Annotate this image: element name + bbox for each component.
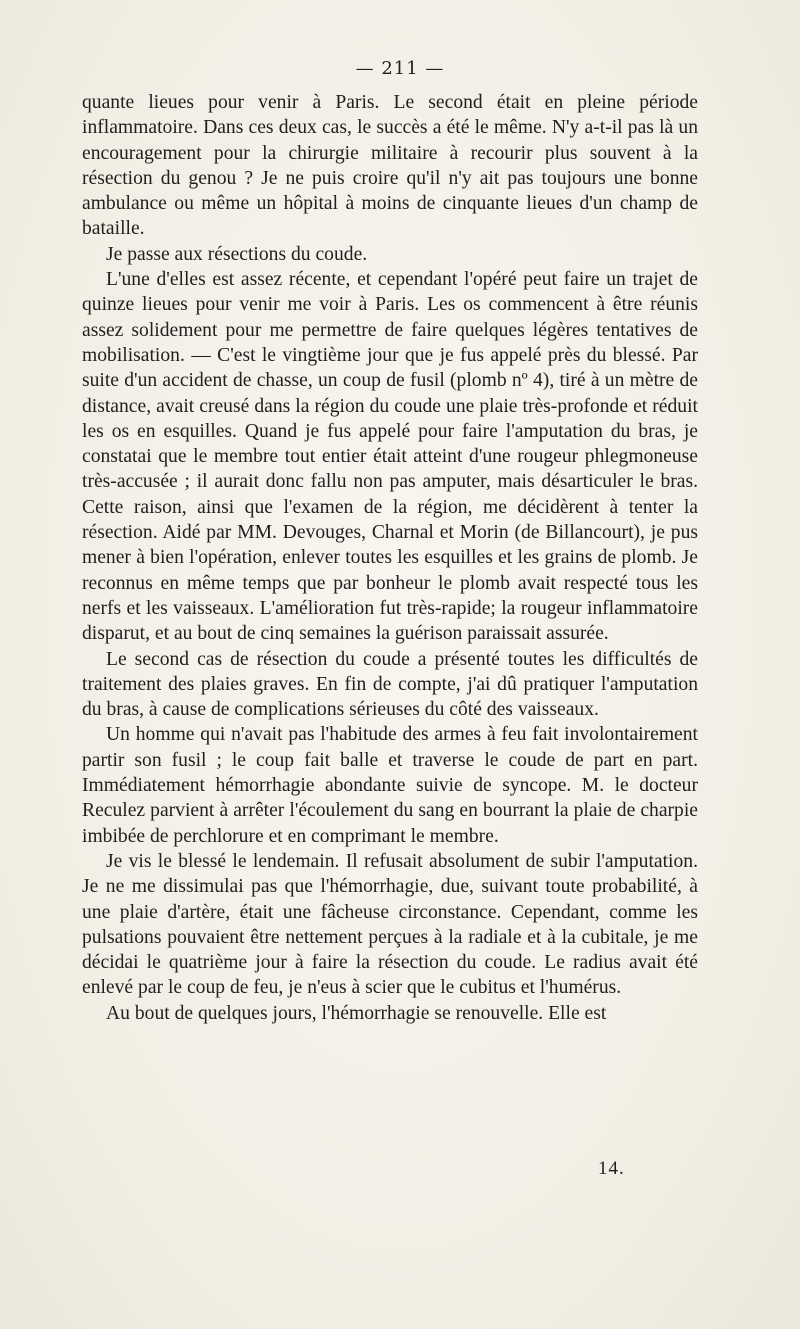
paragraph-3: L'une d'elles est assez récente, et cependant l'opéré peut faire un trajet de quinze lieues pour venir me voir à Paris. Les os commencent à être réunis assez solidement pour me permettre de faire quelques légères tentatives de mobilisation. — C'est le vingtième jour que je fus appelé près du blessé. Par suite d'un accident de chasse, un coup de fusil (plomb nº 4), tiré à un mètre de distance, avait creusé dans la région du coude une plaie très-profonde et réduit les os en esquilles. Quand je fus appelé pour faire l'amputation du bras, je constatai que le membre tout entier était atteint d'une rougeur phlegmoneuse très-accusée ; il aurait donc fallu non pas amputer, mais désarticuler le bras. Cette raison, ainsi que l'examen de la région, me décidèrent à tenter la résection. Aidé par MM. Devouges, Charnal et Morin (de Billancourt), je pus mener à bien l'opération, enlever toutes les esquilles et les grains de plomb. Je reconnus en même temps que par bonheur le plomb avait respecté tous les nerfs et les vaisseaux. L'amélioration fut très-rapide; la rougeur inflammatoire disparut, et au bout de cinq semaines la guérison paraissait assurée.	[82, 269, 698, 645]
body-text	[82, 90, 698, 1026]
paragraph-2: Je passe aux résections du coude.	[106, 243, 368, 265]
paragraph-7: Au bout de quelques jours, l'hémorrhagie se renouvelle. Elle est	[106, 1002, 607, 1024]
signature-mark: 14.	[598, 1158, 625, 1179]
paragraph-4: Le second cas de résection du coude a présenté toutes les difficultés de traitement des plaies graves. En fin de compte, j'ai dû pratiquer l'amputation du bras, à cause de complications sérieuses du côté des vaisseaux.	[82, 648, 698, 721]
page-number: — 211 —	[355, 58, 445, 79]
paragraph-1: quante lieues pour venir à Paris. Le second était en pleine période inflammatoire. Dans ces deux cas, le succès a été le même. N'y a-t-il pas là un encouragement pour la chirurgie militaire à recourir plus souvent à la résection du genou ? Je ne puis croire qu'il n'y ait pas toujours une bonne ambulance ou même un hôpital à moins de cinquante lieues d'un champ de bataille.	[82, 92, 698, 240]
paragraph-6: Je vis le blessé le lendemain. Il refusait absolument de subir l'amputation. Je ne me dissimulai pas que l'hémorrhagie, due, suivant toute probabilité, à une plaie d'artère, était une fâcheuse circonstance. Cependant, comme les pulsations pouvaient être nettement perçues à la radiale et à la cubitale, je me décidai le quatrième jour à faire la résection du coude. Le radius avait été enlevé par le coup de feu, je n'eus à scier que le cubitus et l'humérus.	[82, 850, 698, 999]
paragraph-5: Un homme qui n'avait pas l'habitude des armes à feu fait involontairement partir son fusil ; le coup fait balle et traverse le coude de part en part. Immédiatement hémorrhagie abondante suivie de syncope. M. le docteur Reculez parvient à arrêter l'écoulement du sang en bourrant la plaie de charpie imbibée de perchlorure et en comprimant le membre.	[82, 724, 698, 847]
